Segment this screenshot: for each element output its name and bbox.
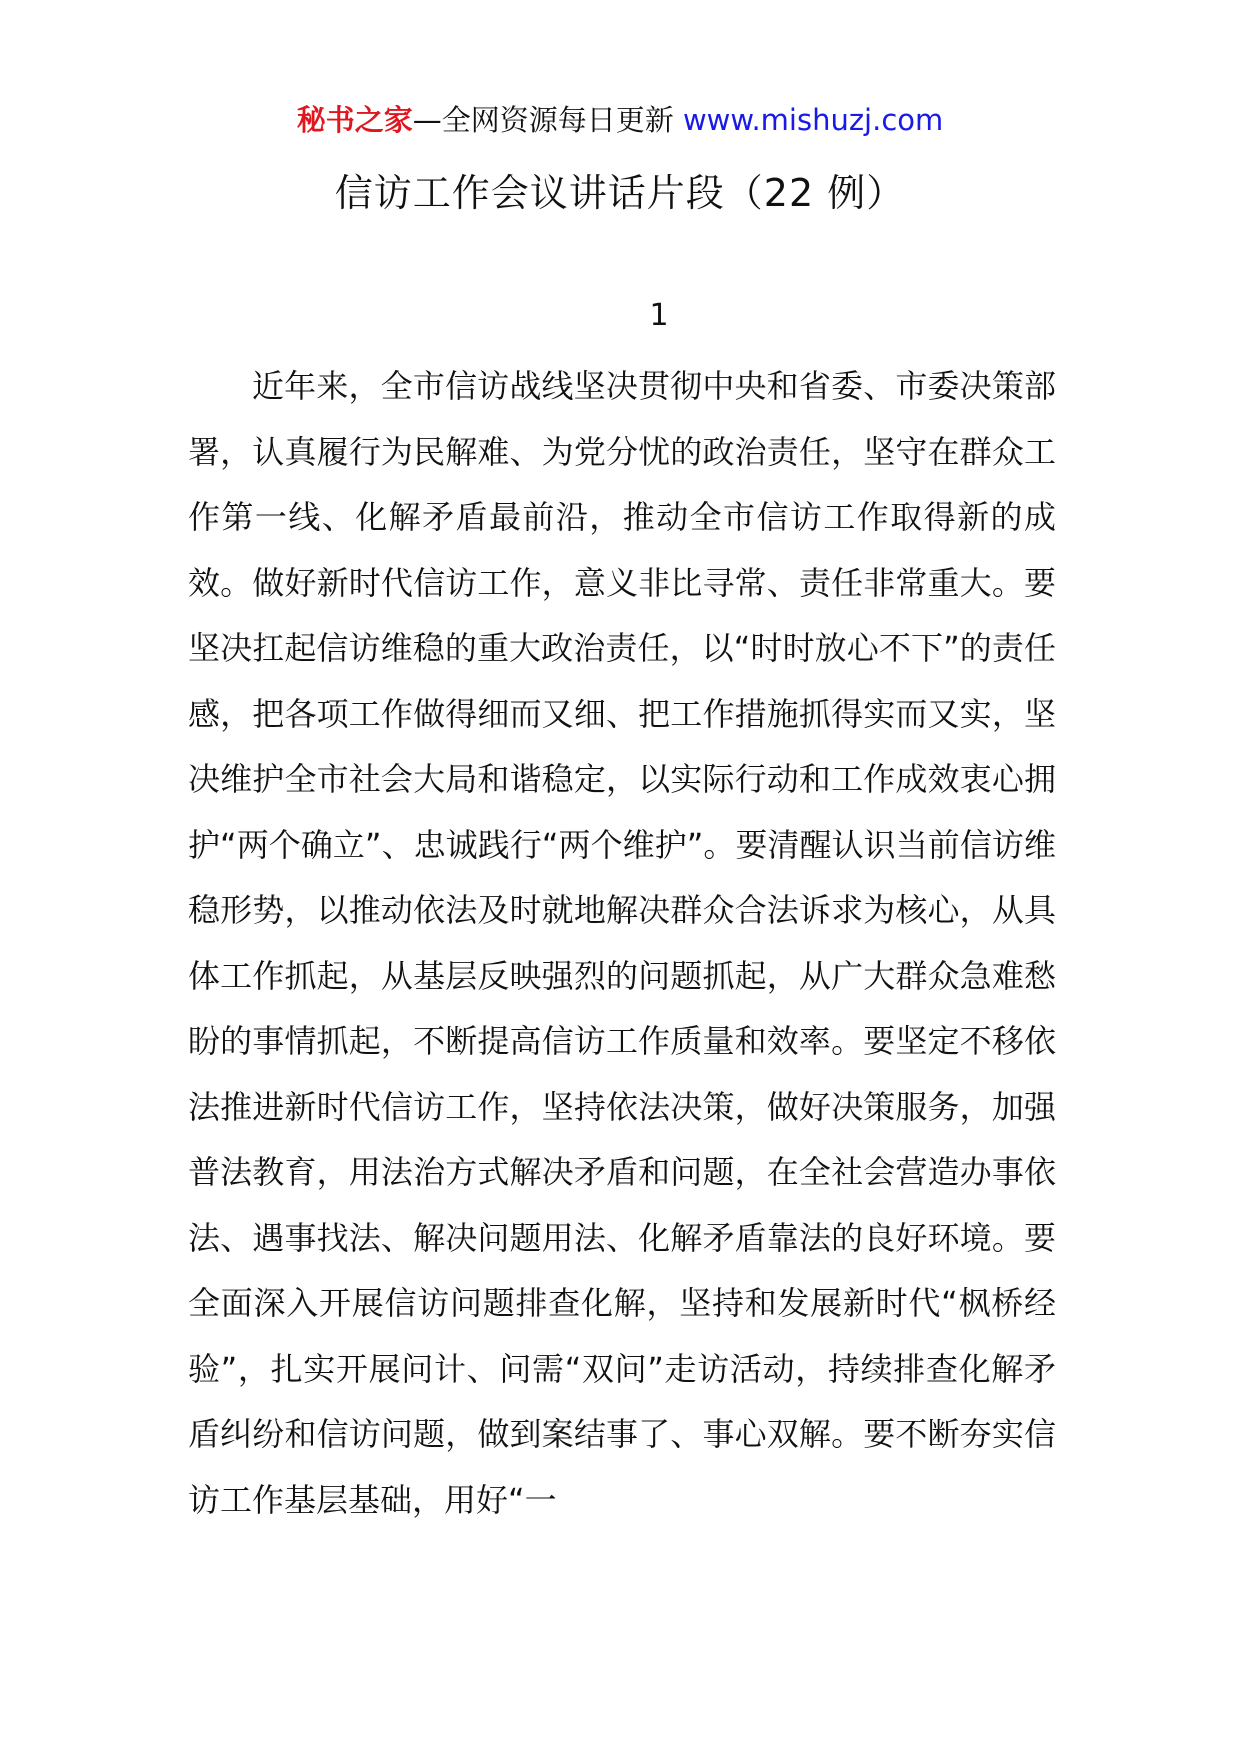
body-paragraph: 近年来，全市信访战线坚决贯彻中央和省委、市委决策部署，认真履行为民解难、为党分忧的政治责任，坚守在群众工作第一线、化解矛盾最前沿，推动全市信访工作取得新的成效。做好新时代信访工作，意义非比寻常、责任非常重大。要坚决扛起信访维稳的重大政治责任，以“时时放心不下”的责任感，把各项工作做得细而又细、把工作措施抓得实而又实，坚决维护全市社会大局和谐稳定，以实际行动和工作成效衷心拥护“两个确立”、忠诚践行“两个维护”。要清醒认识当前信访维稳形势，以推动依法及时就地解决群众合法诉求为核心，从具体工作抓起，从基层反映强烈的问题抓起，从广大群众急难愁盼的事情抓起，不断提高信访工作质量和效率。要坚定不移依法推进新时代信访工作，坚持依法决策，做好决策服务，加强普法教育，用法治方式解决矛盾和问题，在全社会营造办事依法、遇事找法、解决问题用法、化解矛盾靠法的良好环境。要全面深入开展信访问题排查化解，坚持和发展新时代“枫桥经验”，扎实开展问计、问需“双问”走访活动，持续排查化解矛盾纠纷和信访问题，做到案结事了、事心双解。要不断夯实信访工作基层基础，用好“一	[188, 367, 1056, 1519]
website-url[interactable]: www.mishuzj.com	[682, 103, 944, 137]
document-title: 信访工作会议讲话片段（22 例）	[334, 171, 906, 215]
brand-name: 秘书之家	[296, 103, 413, 137]
header-tagline: —全网资源每日更新	[412, 103, 683, 137]
header-banner	[0, 100, 1240, 140]
section-number: 1	[649, 298, 669, 333]
